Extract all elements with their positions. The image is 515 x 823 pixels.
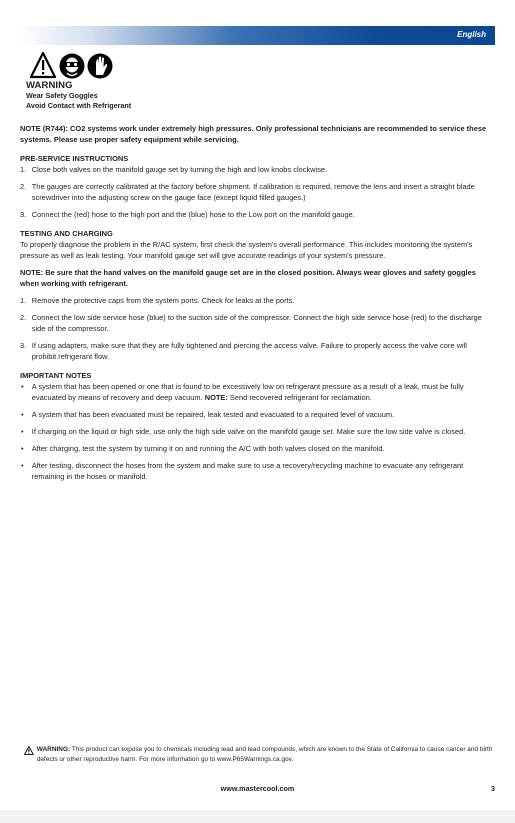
testing-list: [20, 295, 486, 362]
list-item: • A system that has been evacuated must be repaired, leak tested and evacuated to a required level of vacuum.: [20, 410, 395, 419]
important-notes-heading: IMPORTANT NOTES: [20, 371, 92, 380]
prop65-text: This product can expose you to chemicals including lead and lead compounds, which are known to the State of California to cause cancer and birth defects or other reproductive harm. For more information go to www.P65Warnings.ca.gov.: [36, 746, 493, 763]
list-item-text: The gauges are correctly calibrated at the factory before shipment. If calibration is required, remove the lens and insert a straight blade screwdriver into the adjusting screw on the gauge face (except liquid filled gauges.): [31, 182, 475, 202]
language-banner: [20, 26, 495, 45]
safety-goggles-icon: [60, 54, 85, 79]
pre-service-list: [20, 164, 486, 220]
warning-line-2: Avoid Contact with Refrigerant: [26, 101, 132, 110]
pre-service-heading: PRE-SERVICE INSTRUCTIONS: [20, 154, 129, 163]
list-item: 2. Connect the low side service hose (blue) to the suction side of the compressor. Connect the high side service hose (red) to the discharge side of the compressor.: [20, 313, 482, 333]
testing-intro: To properly diagnose the problem in the R/AC system, first check the system's overall performance. This includes monitoring the system's pressure as well as leak testing. Your manifold gauge set will give accurate readings of your system's pressure.: [20, 240, 473, 260]
list-item-text: If using adapters, make sure that they are fully tightened and piercing the access valve. Failure to properly access the valve core will prohibit refrigerant flow.: [31, 341, 467, 361]
list-item: • After charging, test the system by turning it on and running the A/C with both valves closed on the manifold.: [20, 444, 385, 453]
list-item: 3. Connect the (red) hose to the high port and the (blue) hose to the Low port on the manifold gauge.: [20, 210, 355, 219]
list-item: • A system that has been opened or one that is found to be excessively low on refrigerant pressure as a result of a leak, must be fully evacuated by means of recovery and deep vacuum. NOTE: Send recovered refrigerant for reclamation.: [20, 382, 464, 402]
important-notes-list: [20, 381, 486, 482]
website-url: www.mastercool.com: [220, 784, 295, 793]
list-item: 1. Close both valves on the manifold gauge set by turning the high and low knobs clockwise.: [20, 165, 328, 174]
language-label: English: [457, 30, 486, 39]
note-label: NOTE:: [204, 393, 228, 402]
list-item-text: Close both valves on the manifold gauge set by turning the high and low knobs clockwise.: [31, 165, 328, 174]
list-item: 3. If using adapters, make sure that they are fully tightened and piercing the access valve. Failure to properly access the valve core will prohibit refrigerant flow.: [20, 341, 467, 361]
prop65-warning: [24, 745, 497, 765]
r744-note: NOTE (R744): CO2 systems work under extremely high pressures. Only professional technicians are recommended to service these systems. Please use proper safety equipment while servicing.: [20, 124, 487, 144]
list-item: • If charging on the liquid or high side, use only the high side valve on the manifold gauge set. Make sure the low side valve is closed.: [20, 427, 466, 436]
warning-title: WARNING: [26, 80, 73, 91]
list-item-text: Connect the low side service hose (blue) to the suction side of the compressor. Connect the high side service hose (red) to the discharge side of the compressor.: [31, 313, 482, 333]
list-item: 1. Remove the protective caps from the system ports. Check for leaks at the ports.: [20, 296, 295, 305]
list-item-text: Connect the (red) hose to the high port and the (blue) hose to the Low port on the manifold gauge.: [31, 210, 355, 219]
main-content: [20, 123, 486, 488]
gloves-icon: [88, 54, 113, 79]
list-item-text: A system that has been opened or one that is found to be excessively low on refrigerant pressure as a result of a leak, must be fully evacuated by means of recovery and deep vacuum.: [31, 382, 464, 402]
pre-service-section: [20, 153, 486, 220]
note-text: Send recovered refrigerant for reclamation.: [229, 393, 372, 402]
prop65-label: WARNING:: [36, 746, 71, 753]
page-number: 3: [491, 784, 495, 793]
warning-line-1: Wear Safety Goggles: [26, 91, 98, 100]
testing-section: [20, 228, 486, 362]
safety-warning: [26, 81, 131, 111]
safety-icons: [30, 51, 114, 81]
list-item: 2. The gauges are correctly calibrated at the factory before shipment. If calibration is required, remove the lens and insert a straight blade screwdriver into the adjusting screw on the gauge face (except liquid filled gauges.): [20, 182, 475, 202]
important-notes-section: [20, 370, 486, 482]
list-item: • After testing, disconnect the hoses from the system and make sure to use a recovery/recycling machine to evacuate any refrigerant remaining in the hoses or manifold.: [20, 461, 464, 481]
list-item-text: If charging on the liquid or high side, use only the high side valve on the manifold gauge set. Make sure the low side valve is closed.: [31, 427, 466, 436]
list-item-text: Remove the protective caps from the system ports. Check for leaks at the ports.: [31, 296, 295, 305]
warning-triangle-icon: [24, 746, 34, 755]
testing-note: NOTE: Be sure that the hand valves on the manifold gauge set are in the closed position. Always wear gloves and safety goggles when working with refrigerant.: [20, 268, 476, 288]
list-item-text: After charging, test the system by turning it on and running the A/C with both valves closed on the manifold.: [31, 444, 385, 453]
list-item-text: After testing, disconnect the hoses from the system and make sure to use a recovery/recycling machine to evacuate any refrigerant remaining in the hoses or manifold.: [31, 461, 464, 481]
list-item-text: A system that has been evacuated must be repaired, leak tested and evacuated to a required level of vacuum.: [31, 410, 395, 419]
warning-triangle-icon: [31, 53, 55, 77]
testing-heading: TESTING AND CHARGING: [20, 229, 113, 238]
